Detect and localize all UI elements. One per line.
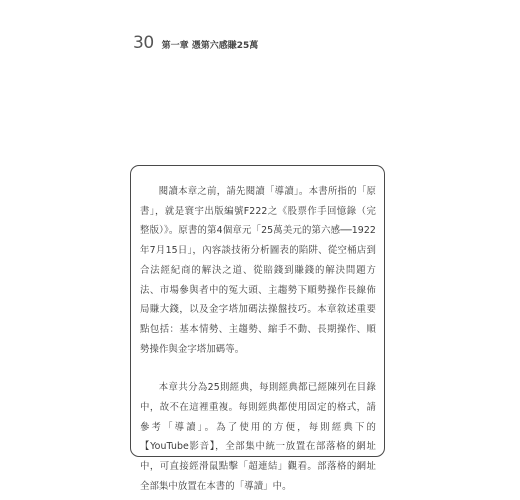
chapter-title: 第一章 憑第六感賺25萬 bbox=[161, 41, 259, 51]
intro-paragraph-1: 閱讀本章之前，請先閱讀「導讀」。本書所指的「原書」，就是寰宇出版編號F222之《股票作手回憶錄（完整版）》。原書的第4個章元「25萬美元的第六感──1922年7月15日」，內容談技術分析圖表的陷阱、從空桶店到合法經紀商的解決之道、從賠錢到賺錢的解決問題方法、市場參與者中的冤大頭、主趨勢下順勢操作長線佈局賺大錢，以及金字塔加碼法操盤技巧。本章敘述重要點包括：基本情勢、主趨勢、縮手不動、長期操作、順勢操作與金字塔加碼等。 bbox=[140, 186, 376, 355]
intro-box bbox=[130, 165, 385, 492]
page-number: 30 bbox=[133, 33, 154, 53]
running-head bbox=[133, 33, 258, 53]
intro-paragraph-2: 本章共分為25則經典，每則經典都已經陳列在目錄中，故不在這裡重複。每則經典都使用固定的格式，請參考「導讀」。為了使用的方便，每則經典下的【YouTube影音】，全部集中統一放置在部落格的網址中，可直接經滑鼠點擊「超連結」觀看。部落格的網址全部集中放置在本書的「導讀」中。 bbox=[140, 382, 376, 492]
